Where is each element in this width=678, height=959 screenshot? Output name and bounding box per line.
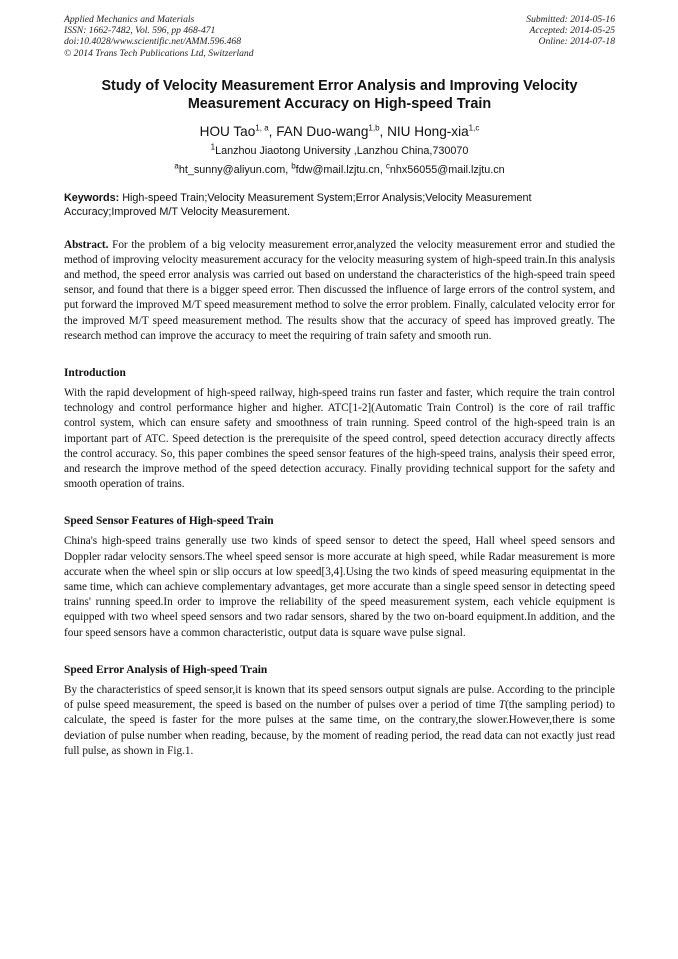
copyright-line: © 2014 Trans Tech Publications Ltd, Switzerland [64,47,254,59]
email-link[interactable]: nhx56055@mail.lzjtu.cn [389,163,505,176]
submitted-date: Submitted: 2014-05-16 [526,14,615,25]
issn-line: ISSN: 1662-7482, Vol. 596, pp 468-471 [64,25,216,37]
section-body-speed-error [64,683,615,759]
affiliation-text: Lanzhou Jiaotong University ,Lanzhou China,730070 [215,144,469,157]
doi-line: doi:10.4028/www.scientific.net/AMM.596.468 [64,36,242,48]
keywords [64,191,615,220]
abstract [64,238,615,344]
email-link[interactable]: fdw@mail.lzjtu.cn [295,163,380,176]
paper-title: Study of Velocity Measurement Error Analysis and Improving Velocity Measurement Accuracy on High-speed Train [101,77,578,113]
section-body-introduction: With the rapid development of high-speed railway, high-speed trains run faster and faster, which require the train control technology and control performance higher and higher. ATC[1-2](Automatic Train Control) is the core of rail traffic control system, which can ensure safety and smoothness of train running. Speed control of the high-speed train is an important part of ATC. Speed detection is the prerequisite of the speed control, speed detection accuracy directly affects the control accuracy. So, this paper combines the speed sensor features of the high-speed trains, analysis their speed error, and research the improve method of the speed detection accuracy. Finally providing technical support for the safety and smooth operation of trains. [64,387,615,491]
author-name: NIU Hong-xia [387,123,469,139]
keywords-label: Keywords: [64,191,120,204]
author-name: FAN Duo-wang [276,123,369,139]
body-text: (the sampling period) to calculate, the speed is faster for the more pulses at the same time, on the contrary,the slower.However,there is some deviation of pulse number when reading, because, by the moment of reading period, the read data can not exactly just read full pulse, as shown in Fig.1. [64,699,615,757]
email-link[interactable]: ht_sunny@aliyun.com [178,163,286,176]
author-list: HOU Tao$^{1, a}$, FAN Duo-wang$^{1,b}$, NIU Hong-xia$^{1,c}$ [199,123,480,139]
affiliation [64,144,615,158]
email-sup: a [174,161,179,171]
journal-name: Applied Mechanics and Materials [64,14,195,25]
author-sup: 1,c [468,123,480,133]
author-sup: 1, a [255,123,269,133]
affiliation-sup: 1 [210,142,216,152]
publication-dates [526,14,615,59]
abstract-text: For the problem of a big velocity measurement error,analyzed the velocity measurement error and studied the method of improving velocity measurement accuracy for the velocity measuring system of high-speed train.In this analysis and method, the speed error analysis was carried out based on understand the characteristics of the high-speed train speed sensor, and found that there is a bigger speed error. Then discussed the influence of large errors of the control system, and put forward the improved M/T speed measurement method to solve the error problem. Finally, calculated velocity error for the improved M/T speed measurement method. The results show that the accuracy of speed has improved greatly. The research method can improve the accuracy to meet the requiring of train safety and smooth run. [64,238,615,342]
abstract-label: Abstract. [64,238,109,251]
italic-symbol: T [498,699,506,712]
online-date: Online: 2014-07-18 [538,36,615,48]
email-sup: b [291,161,296,171]
body-text: By the characteristics of speed sensor,it is known that its speed sensors output signals are pulse. According to the principle of pulse speed measurement, the speed is based on the number of pulses over a period of time [64,683,615,712]
author-emails: $^a$ht_sunny@aliyun.com, $^b$fdw@mail.lzjtu.cn, $^c$nhx56055@mail.lzjtu.cn [174,161,505,176]
section-heading-speed-sensor: Speed Sensor Features of High-speed Train [64,515,274,528]
journal-info [64,14,254,59]
author-sup: 1,b [368,123,380,133]
keywords-text: High-speed Train;Velocity Measurement System;Error Analysis;Velocity Measurement Accuracy;Improved M/T Velocity Measurement. [64,191,532,219]
email-sup: c [385,161,390,171]
section-heading-introduction: Introduction [64,367,126,380]
author-name: HOU Tao [199,123,256,139]
accepted-date: Accepted: 2014-05-25 [529,25,615,37]
section-heading-speed-error: Speed Error Analysis of High-speed Train [64,663,268,676]
publication-header [64,14,615,59]
section-body-speed-sensor: China's high-speed trains generally use two kinds of speed sensor to detect the speed, Hall wheel speed sensors and Doppler radar velocity sensors.The wheel speed sensor is more accurate at high speed, while Radar measurement is more accurate when the wheel spin or slip occurs at low speed[3,4].Using the two kinds of speed measuring equipmentat in the same time, which can achieve complementary advantages, get more accurate than a single speed sensor in detecting speed trains' running speed.In order to improve the reliability of the speed measurement system, each vehicle equipment is equipped with two wheel speed sensors and two radar sensors, shared by the two on-board equipment.In addition, and the four speed sensors have a common characteristic, output data is square wave pulse signal. [64,535,615,639]
paper-page [64,14,615,759]
